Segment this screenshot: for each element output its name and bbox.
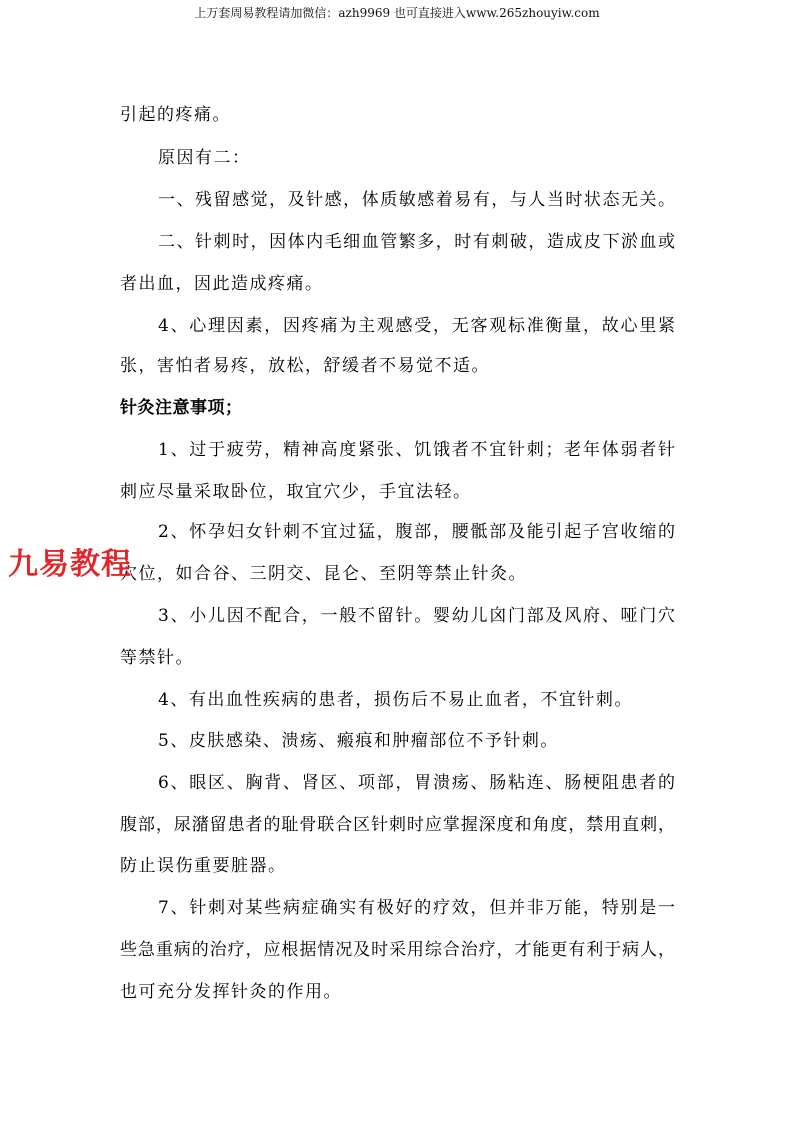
body-line: 刺应尽量采取卧位，取宜穴少，手宜法轻。: [120, 482, 472, 502]
body-line: 张，害怕者易疼，放松，舒缓者不易觉不适。: [120, 356, 490, 376]
body-line: 3、小儿因不配合，一般不留针。婴幼儿囟门部及风府、哑门穴: [158, 606, 675, 626]
body-line: 者出血，因此造成疼痛。: [120, 274, 324, 294]
body-line: 等禁针。: [120, 648, 194, 668]
body-line: 6、眼区、胸背、肾区、项部，胃溃疡、肠粘连、肠梗阻患者的: [158, 773, 675, 793]
page-header: 上万套周易教程请加微信：azh9969 也可直接进入www.265zhouyiw.com: [194, 6, 600, 20]
body-line: 引起的疼痛。: [120, 105, 231, 125]
body-line: 二、针刺时，因体内毛细血管繁多，时有刺破，造成皮下淤血或: [158, 232, 675, 252]
body-line: 些急重病的治疗，应根据情况及时采用综合治疗，才能更有利于病人，: [120, 940, 675, 960]
body-line: 4、有出血性疾病的患者，损伤后不易止血者，不宜针刺。: [158, 690, 633, 710]
body-line: 4、心理因素，因疼痛为主观感受，无客观标准衡量，故心里紧: [158, 316, 675, 336]
watermark: 九易教程: [8, 547, 132, 582]
body-line: 穴位，如合谷、三阴交、昆仑、至阴等禁止针灸。: [120, 564, 527, 584]
body-line: 2、怀孕妇女针刺不宜过猛，腹部，腰骶部及能引起子宫收缩的: [158, 522, 675, 542]
body-line: 一、残留感觉，及针感，体质敏感着易有，与人当时状态无关。: [158, 190, 675, 210]
body-line: 也可充分发挥针灸的作用。: [120, 982, 342, 1002]
body-line: 腹部，尿潴留患者的耻骨联合区针刺时应掌握深度和角度，禁用直刺，: [120, 815, 675, 835]
body-line: 7、针刺对某些病症确实有极好的疗效，但并非万能，特别是一: [158, 898, 675, 918]
body-line: 5、皮肤感染、溃疡、瘢痕和肿瘤部位不予针刺。: [158, 731, 559, 751]
body-line: 1、过于疲劳，精神高度紧张、饥饿者不宜针刺；老年体弱者针: [158, 440, 675, 460]
body-line: 原因有二：: [158, 148, 251, 168]
body-line: 防止误伤重要脏器。: [120, 856, 287, 876]
section-heading: 针灸注意事项；: [120, 398, 243, 418]
